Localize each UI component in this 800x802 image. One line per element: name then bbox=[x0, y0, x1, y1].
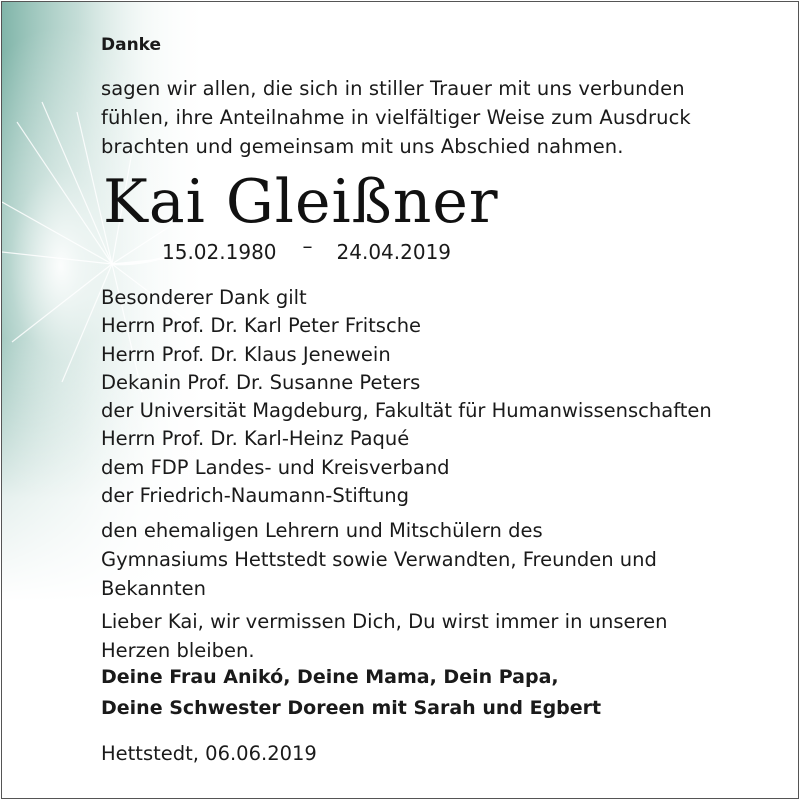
thanks-line: Dekanin Prof. Dr. Susanne Peters bbox=[101, 370, 421, 394]
others-line: Bekannten bbox=[101, 577, 206, 600]
intro-line: fühlen, ihre Anteilnahme in vielfältiger Weise zum Ausdruck bbox=[101, 106, 691, 129]
thanks-line: dem FDP Landes- und Kreisverband bbox=[101, 455, 450, 479]
others-thanks bbox=[101, 516, 657, 603]
intro-paragraph bbox=[101, 74, 691, 161]
date-separator: – bbox=[302, 234, 313, 258]
intro-line: brachten und gemeinsam mit uns Abschied nahmen. bbox=[101, 135, 624, 158]
life-dates bbox=[162, 234, 452, 267]
thanks-line: der Friedrich-Naumann-Stiftung bbox=[101, 484, 410, 508]
thanks-line: Herrn Prof. Dr. Karl Peter Fritsche bbox=[101, 314, 422, 338]
death-date: 24.04.2019 bbox=[336, 240, 452, 264]
thanks-line: der Universität Magdeburg, Fakultät für Humanwissenschaften bbox=[101, 399, 712, 423]
thanks-line: Herrn Prof. Dr. Klaus Jenewein bbox=[101, 342, 391, 366]
heading-danke: Danke bbox=[101, 35, 162, 55]
place-and-date: Hettstedt, 06.06.2019 bbox=[101, 742, 317, 765]
birth-date: 15.02.1980 bbox=[162, 240, 277, 264]
signature-line: Deine Schwester Doreen mit Sarah und Egbert bbox=[101, 697, 602, 719]
obituary-card bbox=[2, 2, 798, 798]
thanks-line: Besonderer Dank gilt bbox=[101, 286, 307, 309]
special-thanks-list bbox=[101, 284, 712, 510]
thanks-line: Herrn Prof. Dr. Karl-Heinz Paqué bbox=[101, 427, 410, 451]
intro-line: sagen wir allen, die sich in stiller Trauer mit uns verbunden bbox=[101, 77, 685, 100]
deceased-name: Kai Gleißner bbox=[103, 167, 499, 237]
farewell-message bbox=[101, 607, 667, 665]
signature-line: Deine Frau Anikó, Deine Mama, Dein Papa, bbox=[101, 666, 559, 688]
others-line: Gymnasiums Hettstedt sowie Verwandten, Freunden und bbox=[101, 548, 657, 571]
others-line: den ehemaligen Lehrern und Mitschülern des bbox=[101, 519, 543, 542]
farewell-line: Lieber Kai, wir vermissen Dich, Du wirst immer in unseren bbox=[101, 610, 668, 633]
family-signature bbox=[101, 662, 601, 724]
farewell-line: Herzen bleiben. bbox=[101, 639, 255, 662]
